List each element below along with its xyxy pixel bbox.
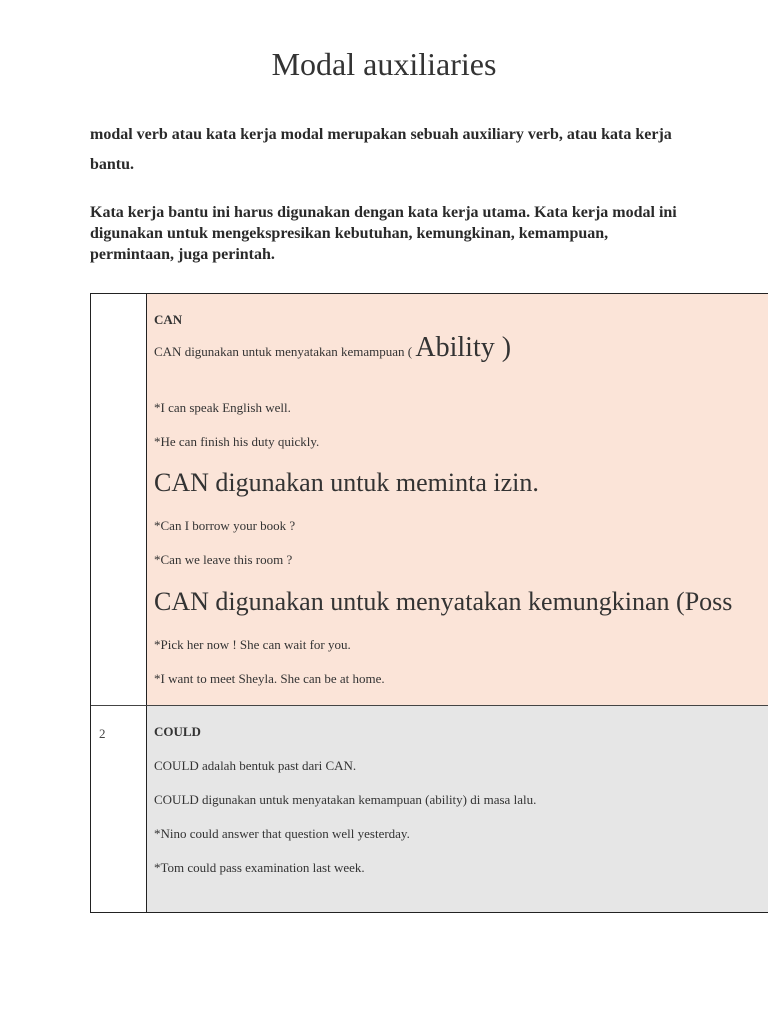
intro-paragraph-1: modal verb atau kata kerja modal merupakan sebuah auxiliary verb, atau kata kerja bantu. (90, 126, 672, 173)
ability-prefix: CAN digunakan untuk menyatakan kemampuan ( (154, 344, 413, 359)
possibility-heading: CAN digunakan untuk menyatakan kemungkinan (Poss (154, 587, 733, 616)
example-line: *Nino could answer that question well yesterday. (154, 826, 410, 841)
row-number: 2 (91, 706, 147, 912)
example-line: *I want to meet Sheyla. She can be at home. (154, 671, 385, 686)
modal-table (90, 293, 768, 913)
row-heading: CAN (154, 312, 183, 327)
page-title: Modal auxiliaries (271, 46, 497, 82)
row-content-could (147, 706, 768, 912)
table-row-can (91, 294, 768, 706)
example-line: *Can we leave this room ? (154, 552, 293, 567)
row-heading: COULD (154, 724, 201, 739)
example-line: *Pick her now ! She can wait for you. (154, 637, 351, 652)
row-number (91, 294, 147, 705)
permission-heading: CAN digunakan untuk meminta izin. (154, 468, 539, 497)
ability-line (154, 332, 511, 364)
table-row-could (91, 706, 768, 912)
intro-paragraph-2: Kata kerja bantu ini harus digunakan dengan kata kerja utama. Kata kerja modal ini digunakan untuk mengekspresikan kebutuhan, kemungkinan, kemampuan, permintaan, juga perintah. (90, 204, 677, 263)
row-content-can (147, 294, 768, 705)
ability-word: Ability ) (415, 332, 512, 363)
example-line: *Tom could pass examination last week. (154, 860, 365, 875)
example-line: *I can speak English well. (154, 400, 291, 415)
could-line: COULD adalah bentuk past dari CAN. (154, 758, 357, 773)
could-line: COULD digunakan untuk menyatakan kemampuan (ability) di masa lalu. (154, 792, 537, 807)
example-line: *He can finish his duty quickly. (154, 434, 320, 449)
example-line: *Can I borrow your book ? (154, 518, 296, 533)
